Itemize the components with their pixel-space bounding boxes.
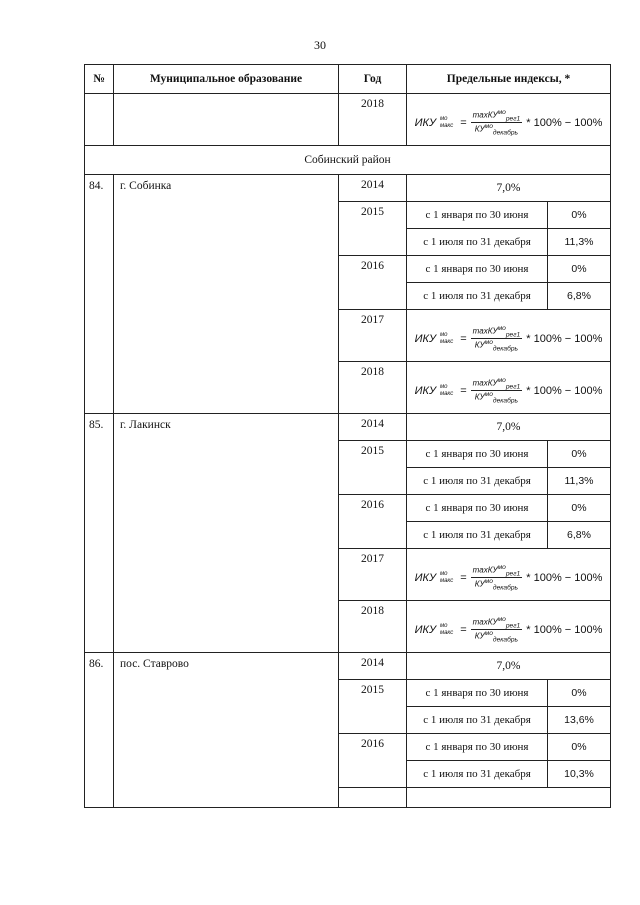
period-label: с 1 июля по 31 декабря <box>407 283 548 310</box>
formula-fraction <box>471 377 523 405</box>
formula-cell <box>407 601 611 653</box>
formula-equals: = <box>460 332 467 345</box>
formula-lhs-sup: мо <box>439 115 448 122</box>
period-label: с 1 июля по 31 декабря <box>407 468 548 495</box>
row-number: 86. <box>85 653 114 808</box>
year-cell: 2015 <box>339 680 407 734</box>
index-formula <box>407 610 610 644</box>
row-number: 84. <box>85 175 114 414</box>
formula-numerator <box>471 109 523 123</box>
formula-fraction <box>471 109 523 137</box>
formula-numerator <box>471 325 523 339</box>
index-value: 0% <box>571 741 587 753</box>
municipality-name: г. Собинка <box>114 175 339 414</box>
period-label: с 1 июля по 31 декабря <box>407 761 548 788</box>
tariff-index-table <box>84 64 611 808</box>
formula-numerator-text: maxКУ <box>472 617 498 627</box>
index-formula <box>407 103 610 137</box>
formula-numerator-sup: мо <box>497 615 506 623</box>
header-year: Год <box>339 65 407 94</box>
formula-tail: * 100% − 100% <box>526 332 603 345</box>
formula-lhs: ИКУ <box>414 384 436 397</box>
formula-denominator-text: КУ <box>474 124 485 134</box>
index-value: 11,3% <box>548 468 611 495</box>
formula-lhs-sup: мо <box>439 331 448 338</box>
year-cell: 2016 <box>339 734 407 788</box>
year-cell: 2015 <box>339 441 407 495</box>
district-heading: Собинский район <box>85 146 611 175</box>
index-value: 0% <box>571 263 587 275</box>
formula-numerator-sub: рег1 <box>505 383 521 390</box>
table-header-row <box>85 65 611 94</box>
formula-denominator-sup: мо <box>484 391 493 398</box>
table-row <box>85 175 611 202</box>
formula-cell <box>407 310 611 362</box>
formula-lhs-sub: макс <box>439 577 454 584</box>
index-value: 11,3% <box>548 229 611 256</box>
formula-equals: = <box>460 384 467 397</box>
period-label: с 1 января по 30 июня <box>407 256 548 283</box>
year-cell: 2018 <box>339 94 407 146</box>
formula-numerator-sup: мо <box>497 108 506 116</box>
formula-denominator <box>473 578 520 591</box>
formula-equals: = <box>460 116 467 129</box>
index-formula <box>407 371 610 405</box>
index-value: 0% <box>571 687 587 699</box>
formula-numerator-sub: рег1 <box>505 622 521 629</box>
period-label: с 1 января по 30 июня <box>407 441 548 468</box>
year-cell: 2017 <box>339 310 407 362</box>
formula-lhs-indices <box>440 571 453 585</box>
formula-denominator-text: КУ <box>474 579 485 589</box>
index-value: 7,0% <box>407 414 611 441</box>
district-row <box>85 146 611 175</box>
period-split <box>407 495 611 549</box>
formula-denominator <box>473 391 520 404</box>
formula-tail: * 100% − 100% <box>526 571 603 584</box>
formula-denominator-sup: мо <box>484 578 493 585</box>
table-row <box>85 94 611 146</box>
formula-numerator-sub: рег1 <box>505 570 521 577</box>
period-label: с 1 июля по 31 декабря <box>407 522 548 549</box>
formula-denominator-sub: декабрь <box>492 129 519 137</box>
year-cell: 2014 <box>339 175 407 202</box>
index-value: 7,0% <box>407 175 611 202</box>
formula-tail: * 100% − 100% <box>526 116 603 129</box>
period-label: с 1 июля по 31 декабря <box>407 707 548 734</box>
formula-lhs: ИКУ <box>414 571 436 584</box>
formula-denominator <box>473 630 520 643</box>
formula-numerator-sup: мо <box>497 563 506 571</box>
formula-lhs-sub: макс <box>439 122 454 129</box>
formula-denominator-sub: декабрь <box>492 636 519 644</box>
period-label: с 1 января по 30 июня <box>407 680 548 707</box>
header-num: № <box>85 65 114 94</box>
formula-lhs: ИКУ <box>414 623 436 636</box>
formula-tail: * 100% − 100% <box>526 384 603 397</box>
municipality-name: г. Лакинск <box>114 414 339 653</box>
num-cell <box>85 94 114 146</box>
period-split <box>407 734 611 788</box>
formula-fraction <box>471 325 523 353</box>
formula-cell <box>407 362 611 414</box>
year-cell: 2014 <box>339 653 407 680</box>
municipality-name: пос. Ставрово <box>114 653 339 808</box>
row-number: 85. <box>85 414 114 653</box>
table-row <box>85 653 611 680</box>
index-value: 0% <box>571 448 587 460</box>
period-label: с 1 января по 30 июня <box>407 202 548 229</box>
formula-denominator-sup: мо <box>484 339 493 346</box>
formula-cell <box>407 549 611 601</box>
formula-numerator <box>471 377 523 391</box>
formula-lhs-sub: макс <box>439 390 454 397</box>
formula-lhs-sup: мо <box>439 570 448 577</box>
formula-denominator-sub: декабрь <box>492 584 519 592</box>
formula-denominator-text: КУ <box>474 392 485 402</box>
formula-lhs: ИКУ <box>414 116 436 129</box>
formula-lhs: ИКУ <box>414 332 436 345</box>
period-split <box>407 256 611 310</box>
period-split <box>407 202 611 256</box>
formula-equals: = <box>460 623 467 636</box>
page-number: 30 <box>314 38 326 52</box>
formula-numerator-sub: рег1 <box>505 331 521 338</box>
period-label: с 1 января по 30 июня <box>407 734 548 761</box>
header-indices: Предельные индексы, * <box>407 65 611 94</box>
index-formula <box>407 319 610 353</box>
formula-denominator <box>473 339 520 352</box>
index-value: 0% <box>571 209 587 221</box>
year-cell: 2017 <box>339 549 407 601</box>
year-cell <box>339 788 407 808</box>
formula-lhs-sup: мо <box>439 622 448 629</box>
formula-lhs-indices <box>440 332 453 346</box>
formula-cell <box>407 94 611 146</box>
formula-equals: = <box>460 571 467 584</box>
formula-lhs-sub: макс <box>439 338 454 345</box>
formula-denominator-sup: мо <box>484 123 493 130</box>
index-formula <box>407 558 610 592</box>
formula-denominator <box>473 123 520 136</box>
year-cell: 2016 <box>339 256 407 310</box>
index-value: 10,3% <box>548 761 611 788</box>
formula-denominator-text: КУ <box>474 631 485 641</box>
formula-denominator-sup: мо <box>484 630 493 637</box>
year-cell: 2018 <box>339 601 407 653</box>
formula-lhs-sub: макс <box>439 629 454 636</box>
formula-numerator-sup: мо <box>497 324 506 332</box>
index-value: 0% <box>571 502 587 514</box>
formula-fraction <box>471 616 523 644</box>
formula-numerator-sup: мо <box>497 376 506 384</box>
period-split <box>407 441 611 495</box>
period-split <box>407 680 611 734</box>
formula-numerator-text: maxКУ <box>472 326 498 336</box>
formula-lhs-indices <box>440 623 453 637</box>
municipality-cell <box>114 94 339 146</box>
formula-numerator-text: maxКУ <box>472 565 498 575</box>
index-value: 6,8% <box>548 522 611 549</box>
year-cell: 2014 <box>339 414 407 441</box>
formula-lhs-sup: мо <box>439 383 448 390</box>
formula-numerator-text: maxКУ <box>472 378 498 388</box>
formula-numerator <box>471 616 523 630</box>
index-cell <box>407 788 611 808</box>
index-value: 13,6% <box>548 707 611 734</box>
formula-lhs-indices <box>440 116 453 130</box>
formula-fraction <box>471 564 523 592</box>
table-row <box>85 414 611 441</box>
formula-numerator-text: maxКУ <box>472 110 498 120</box>
index-value: 6,8% <box>548 283 611 310</box>
formula-denominator-sub: декабрь <box>492 345 519 353</box>
formula-numerator-sub: рег1 <box>505 115 521 122</box>
year-cell: 2016 <box>339 495 407 549</box>
formula-denominator-text: КУ <box>474 340 485 350</box>
year-cell: 2015 <box>339 202 407 256</box>
formula-lhs-indices <box>440 384 453 398</box>
header-municipality: Муниципальное образование <box>114 65 339 94</box>
index-value: 7,0% <box>407 653 611 680</box>
formula-denominator-sub: декабрь <box>492 397 519 405</box>
formula-tail: * 100% − 100% <box>526 623 603 636</box>
period-label: с 1 января по 30 июня <box>407 495 548 522</box>
year-cell: 2018 <box>339 362 407 414</box>
period-label: с 1 июля по 31 декабря <box>407 229 548 256</box>
formula-numerator <box>471 564 523 578</box>
